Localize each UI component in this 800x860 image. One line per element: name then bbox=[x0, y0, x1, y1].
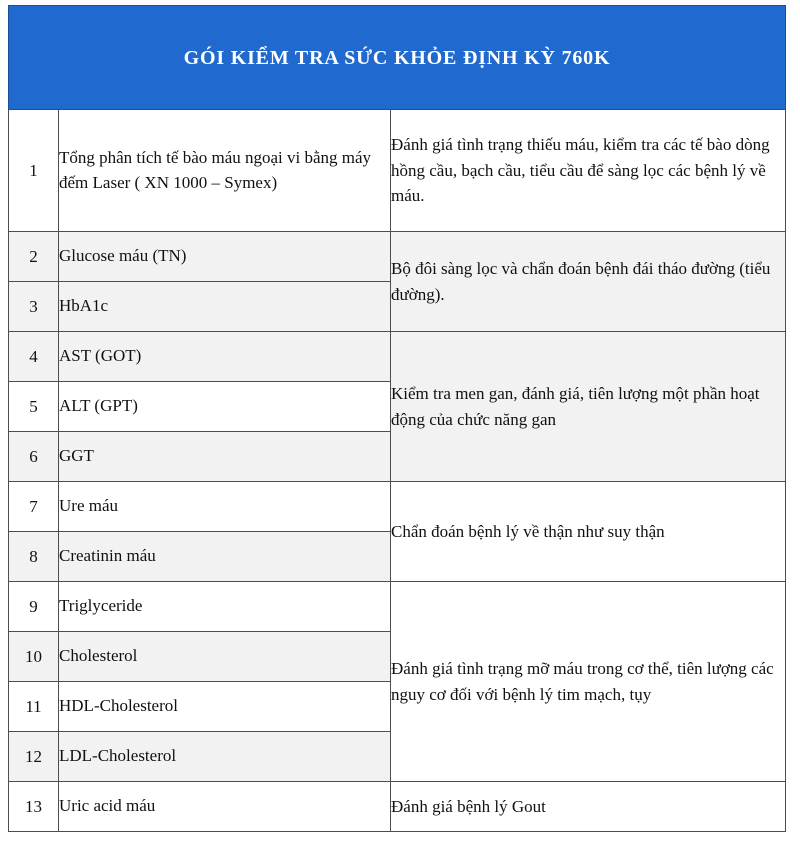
row-number: 10 bbox=[9, 632, 59, 682]
test-name: Tổng phân tích tế bào máu ngoại vi bằng máy đếm Laser ( XN 1000 – Symex) bbox=[59, 110, 391, 232]
test-description: Đánh giá tình trạng mỡ máu trong cơ thể, tiên lượng các nguy cơ đối với bệnh lý tim mạch, tụy bbox=[391, 582, 786, 782]
row-number: 11 bbox=[9, 682, 59, 732]
row-number: 5 bbox=[9, 382, 59, 432]
test-description: Đánh giá tình trạng thiếu máu, kiểm tra các tế bào dòng hồng cầu, bạch cầu, tiểu cầu để sàng lọc các bệnh lý về máu. bbox=[391, 110, 786, 232]
table-row bbox=[9, 332, 786, 382]
test-name: ALT (GPT) bbox=[59, 382, 391, 432]
package-title-banner bbox=[9, 6, 786, 110]
test-name: LDL-Cholesterol bbox=[59, 732, 391, 782]
table-header-row bbox=[9, 6, 786, 110]
table-row bbox=[9, 232, 786, 282]
row-number: 2 bbox=[9, 232, 59, 282]
row-number: 1 bbox=[9, 110, 59, 232]
test-name: Triglyceride bbox=[59, 582, 391, 632]
test-name: AST (GOT) bbox=[59, 332, 391, 382]
test-name: Ure máu bbox=[59, 482, 391, 532]
row-number: 3 bbox=[9, 282, 59, 332]
test-name: Uric acid máu bbox=[59, 782, 391, 832]
test-name: Cholesterol bbox=[59, 632, 391, 682]
row-number: 4 bbox=[9, 332, 59, 382]
test-description: Đánh giá bệnh lý Gout bbox=[391, 782, 786, 832]
row-number: 6 bbox=[9, 432, 59, 482]
row-number: 9 bbox=[9, 582, 59, 632]
health-checkup-package-table bbox=[8, 5, 786, 832]
page-title: GÓI KIỂM TRA SỨC KHỎE ĐỊNH KỲ 760K bbox=[183, 46, 611, 69]
test-name: Creatinin máu bbox=[59, 532, 391, 582]
table-row bbox=[9, 582, 786, 632]
row-number: 8 bbox=[9, 532, 59, 582]
test-description: Chẩn đoán bệnh lý về thận như suy thận bbox=[391, 482, 786, 582]
test-name: HDL-Cholesterol bbox=[59, 682, 391, 732]
row-number: 7 bbox=[9, 482, 59, 532]
test-name: Glucose máu (TN) bbox=[59, 232, 391, 282]
table-row bbox=[9, 482, 786, 532]
table-row bbox=[9, 110, 786, 232]
row-number: 13 bbox=[9, 782, 59, 832]
row-number: 12 bbox=[9, 732, 59, 782]
test-name: HbA1c bbox=[59, 282, 391, 332]
test-description: Kiểm tra men gan, đánh giá, tiên lượng một phần hoạt động của chức năng gan bbox=[391, 332, 786, 482]
test-description: Bộ đôi sàng lọc và chẩn đoán bệnh đái tháo đường (tiểu đường). bbox=[391, 232, 786, 332]
test-name: GGT bbox=[59, 432, 391, 482]
table-row bbox=[9, 782, 786, 832]
